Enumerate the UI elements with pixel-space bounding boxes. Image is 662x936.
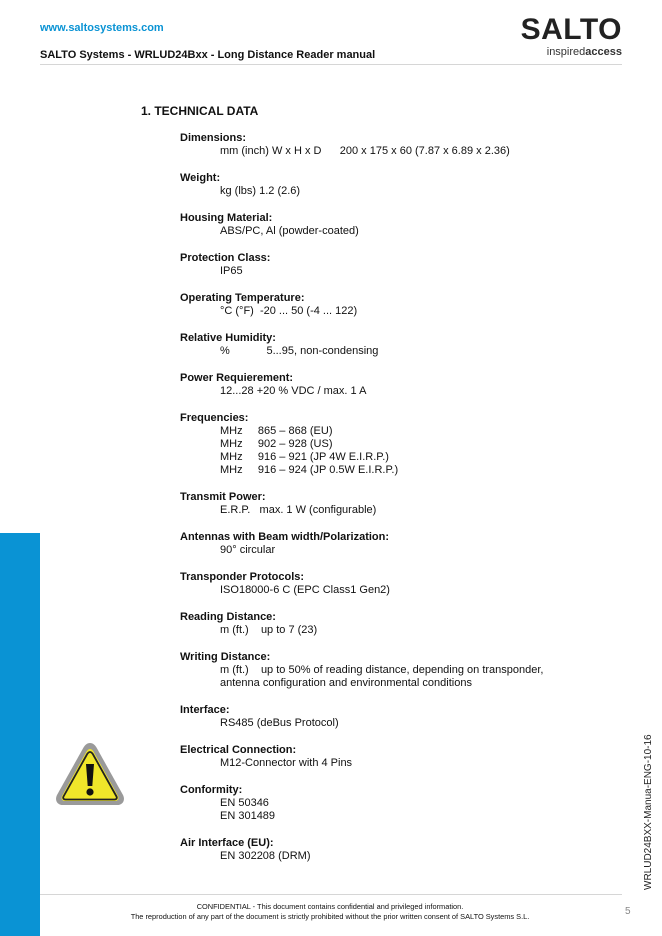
spec-value: RS485 (deBus Protocol): [220, 717, 339, 729]
spec-label: Interface:: [180, 704, 230, 716]
spec-item: [180, 252, 600, 278]
technical-data-list: [180, 132, 600, 877]
spec-item: [180, 332, 600, 358]
side-accent-bar: [0, 533, 40, 936]
spec-value: E.R.P. max. 1 W (configurable): [220, 504, 377, 516]
logo-wordmark: SALTO: [520, 13, 622, 46]
spec-item: [180, 611, 600, 637]
spec-item: [180, 651, 600, 690]
spec-item: [180, 531, 600, 557]
spec-item: [180, 372, 600, 398]
spec-item: [180, 837, 600, 863]
spec-label: Relative Humidity:: [180, 332, 276, 344]
spec-label: Conformity:: [180, 784, 243, 796]
spec-label: Power Requierement:: [180, 372, 294, 384]
spec-value: m (ft.) up to 50% of reading distance, depending on transponder,: [220, 664, 544, 676]
spec-item: [180, 292, 600, 318]
spec-item: [180, 744, 600, 770]
spec-value: IP65: [220, 265, 243, 277]
spec-label: Operating Temperature:: [180, 292, 305, 304]
logo-tagline: [547, 46, 622, 58]
spec-value: m (ft.) up to 7 (23): [220, 624, 318, 636]
logo-tagline-regular: inspired: [546, 46, 586, 58]
spec-item: [180, 412, 600, 477]
spec-item: [180, 172, 600, 198]
spec-value: mm (inch) W x H x D 200 x 175 x 60 (7.87 x 6.89 x 2.36): [220, 145, 510, 157]
spec-label: Transmit Power:: [180, 491, 266, 503]
warning-triangle-icon: [54, 740, 126, 808]
spec-value: 90° circular: [220, 544, 276, 556]
header-divider: [40, 64, 622, 65]
spec-item: [180, 571, 600, 597]
spec-item: [180, 132, 600, 158]
footer-divider: [40, 894, 622, 895]
spec-value: % 5...95, non-condensing: [220, 345, 379, 357]
salto-logo: [520, 13, 624, 60]
spec-label: Dimensions:: [180, 132, 247, 144]
spec-label: Frequencies:: [180, 412, 249, 424]
document-title: SALTO Systems - WRLUD24Bxx - Long Distance Reader manual: [40, 49, 376, 61]
spec-item: [180, 212, 600, 238]
spec-label: Electrical Connection:: [180, 744, 297, 756]
spec-label: Weight:: [180, 172, 221, 184]
spec-value: 12...28 +20 % VDC / max. 1 A: [220, 385, 367, 397]
spec-label: Transponder Protocols:: [180, 571, 305, 583]
document-reference: WRLUD24BXX-Manua-ENG-10-16: [643, 734, 654, 890]
spec-value: antenna configuration and environmental conditions: [220, 677, 472, 689]
spec-value: M12-Connector with 4 Pins: [220, 757, 353, 769]
spec-value: MHz 902 – 928 (US): [220, 438, 333, 450]
spec-value: MHz 865 – 868 (EU): [220, 425, 333, 437]
footer-line-2: The reproduction of any part of the document is strictly prohibited without the prior written consent of SALTO Systems S.L.: [130, 911, 530, 921]
spec-label: Protection Class:: [180, 252, 271, 264]
spec-label: Air Interface (EU):: [180, 837, 274, 849]
spec-value: EN 302208 (DRM): [220, 850, 311, 862]
page-number: 5: [625, 906, 631, 917]
spec-value: EN 301489: [220, 810, 276, 822]
footer-line-1: CONFIDENTIAL - This document contains confidential and privileged information.: [196, 902, 464, 911]
spec-label: Housing Material:: [180, 212, 273, 224]
spec-value: kg (lbs) 1.2 (2.6): [220, 185, 301, 197]
spec-label: Reading Distance:: [180, 611, 276, 623]
website-url[interactable]: www.saltosystems.com: [40, 22, 164, 34]
spec-label: Antennas with Beam width/Polarization:: [180, 531, 390, 543]
spec-label: Writing Distance:: [180, 651, 271, 663]
section-title: 1. TECHNICAL DATA: [141, 104, 259, 118]
spec-value: °C (°F) -20 ... 50 (-4 ... 122): [220, 305, 358, 317]
spec-item: [180, 491, 600, 517]
logo-tagline-bold: access: [585, 46, 622, 58]
spec-value: MHz 916 – 921 (JP 4W E.I.R.P.): [220, 451, 389, 463]
spec-value: ISO18000-6 C (EPC Class1 Gen2): [220, 584, 390, 596]
spec-item: [180, 784, 600, 823]
spec-item: [180, 704, 600, 730]
spec-value: EN 50346: [220, 797, 269, 809]
confidentiality-notice: [60, 902, 600, 921]
spec-value: MHz 916 – 924 (JP 0.5W E.I.R.P.): [220, 464, 399, 476]
spec-value: ABS/PC, Al (powder-coated): [220, 225, 359, 237]
